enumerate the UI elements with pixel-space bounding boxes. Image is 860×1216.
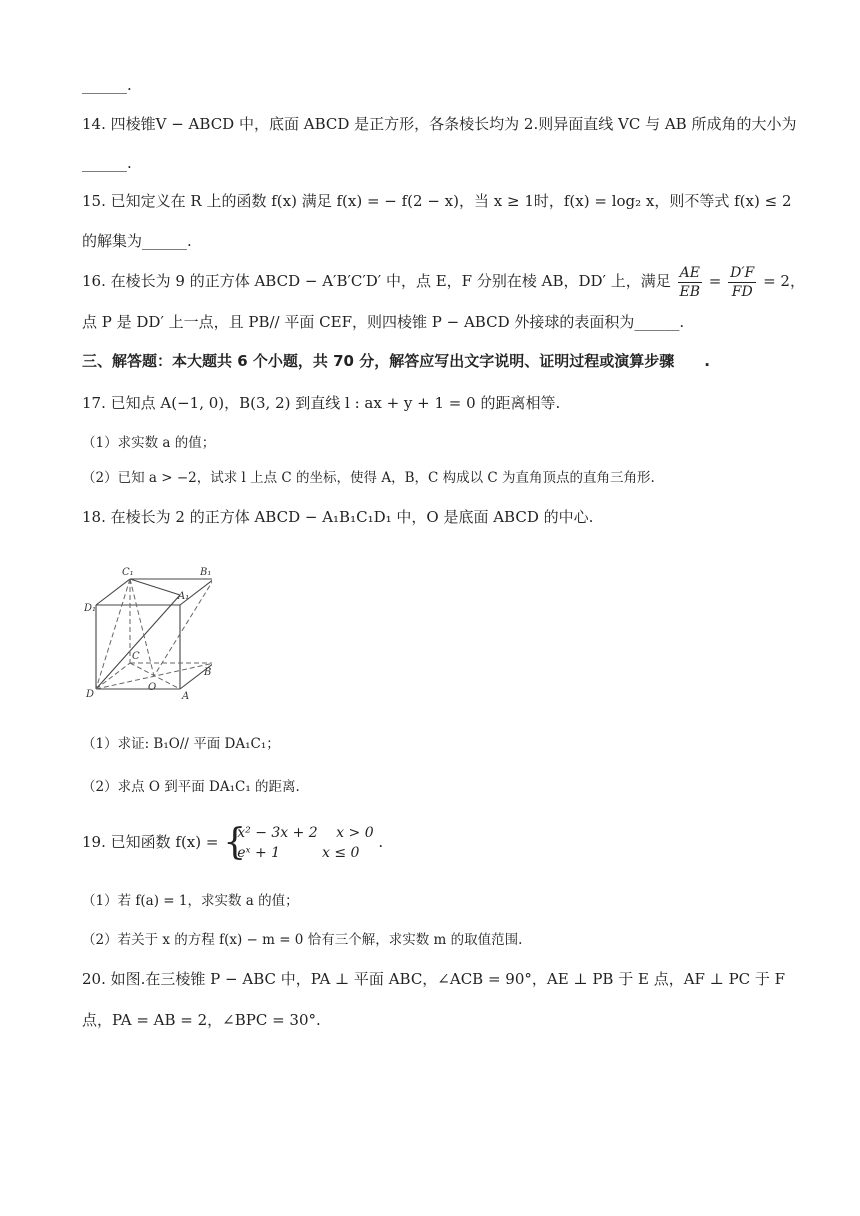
problem-14: 14. 四棱锥V − ABCD 中，底面 ABCD 是正方形，各条棱长均为 2.则异面直线 VC 与 AB 所成角的大小为 — [82, 115, 797, 133]
problem-19-text: 19. 已知函数 f(x) = — [82, 833, 219, 851]
problem-20: 20. 如图.在三棱锥 P − ABC 中，PA ⊥ 平面 ABC，∠ACB = 90°，AE ⊥ PB 于 E 点，AF ⊥ PC 于 F — [82, 970, 786, 988]
problem-19-end: . — [378, 833, 384, 851]
piecewise-row-1: x² − 3x + 2 x > 0 — [237, 825, 374, 841]
blank-answer-14: ______. — [82, 154, 132, 172]
problem-19-part1: （1）若 f(a) = 1，求实数 a 的值； — [82, 893, 299, 909]
problem-18-part1: （1）求证: B₁O// 平面 DA₁C₁； — [82, 736, 280, 752]
problem-19-part2: （2）若关于 x 的方程 f(x) − m = 0 恰有三个解，求实数 m 的取值范围. — [82, 932, 523, 948]
label-b: B — [204, 667, 212, 678]
fraction-ae-eb: $\frac{AE}{EB}$ — [679, 264, 701, 300]
problem-18-part2: （2）求点 O 到平面 DA₁C₁ 的距离. — [82, 779, 300, 795]
piecewise-function: { x² − 3x + 2 x > 0 eˣ + 1 x ≤ 0 — [223, 822, 374, 863]
cube-figure — [84, 563, 212, 703]
label-c1: C₁ — [122, 567, 134, 578]
problem-18: 18. 在棱长为 2 的正方体 ABCD − A₁B₁C₁D₁ 中，O 是底面 ABCD 的中心. — [82, 508, 594, 526]
problem-16 — [82, 262, 805, 301]
blank-answer-13: ______. — [82, 76, 132, 94]
fraction-df-fd: $\frac{D'F}{FD}$ — [730, 264, 755, 300]
problem-17-part2: （2）已知 a > −2，试求 l 上点 C 的坐标，使得 A，B，C 构成以 C 为直角顶点的直角三角形. — [82, 470, 655, 486]
label-b1: B₁ — [200, 567, 212, 578]
problem-15: 15. 已知定义在 R 上的函数 f(x) 满足 f(x) = − f(2 − x)，当 x ≥ 1时，f(x) = log₂ x，则不等式 f(x) ≤ 2 — [82, 192, 792, 210]
problem-16-cont: 点 P 是 DD′ 上一点，且 PB// 平面 CEF，则四棱锥 P − ABCD 外接球的表面积为______. — [82, 313, 685, 331]
label-o: O — [148, 682, 157, 693]
label-a1: A₁ — [178, 591, 190, 602]
problem-16-text: 16. 在棱长为 9 的正方体 ABCD − A′B′C′D′ 中，点 E，F 分别在棱 AB，DD′ 上，满足 — [82, 272, 671, 290]
problem-17: 17. 已知点 A(−1, 0)，B(3, 2) 到直线 l : ax + y + 1 = 0 的距离相等. — [82, 394, 561, 412]
label-a: A — [182, 691, 190, 702]
problem-19 — [82, 818, 800, 866]
piecewise-row-2: eˣ + 1 x ≤ 0 — [237, 845, 360, 861]
problem-16-end: = 2， — [763, 272, 805, 290]
problem-15-cont: 的解集为______. — [82, 232, 192, 250]
problem-20-cont: 点，PA = AB = 2，∠BPC = 30°. — [82, 1011, 321, 1029]
section-heading: 三、解答题：本大题共 6 个小题，共 70 分，解答应写出文字说明、证明过程或演算步骤 . — [82, 352, 710, 370]
label-d1: D₁ — [84, 603, 97, 614]
problem-17-part1: （1）求实数 a 的值； — [82, 435, 216, 451]
label-c: C — [132, 651, 140, 662]
label-d: D — [86, 689, 95, 700]
equals-sign: = — [708, 272, 722, 290]
